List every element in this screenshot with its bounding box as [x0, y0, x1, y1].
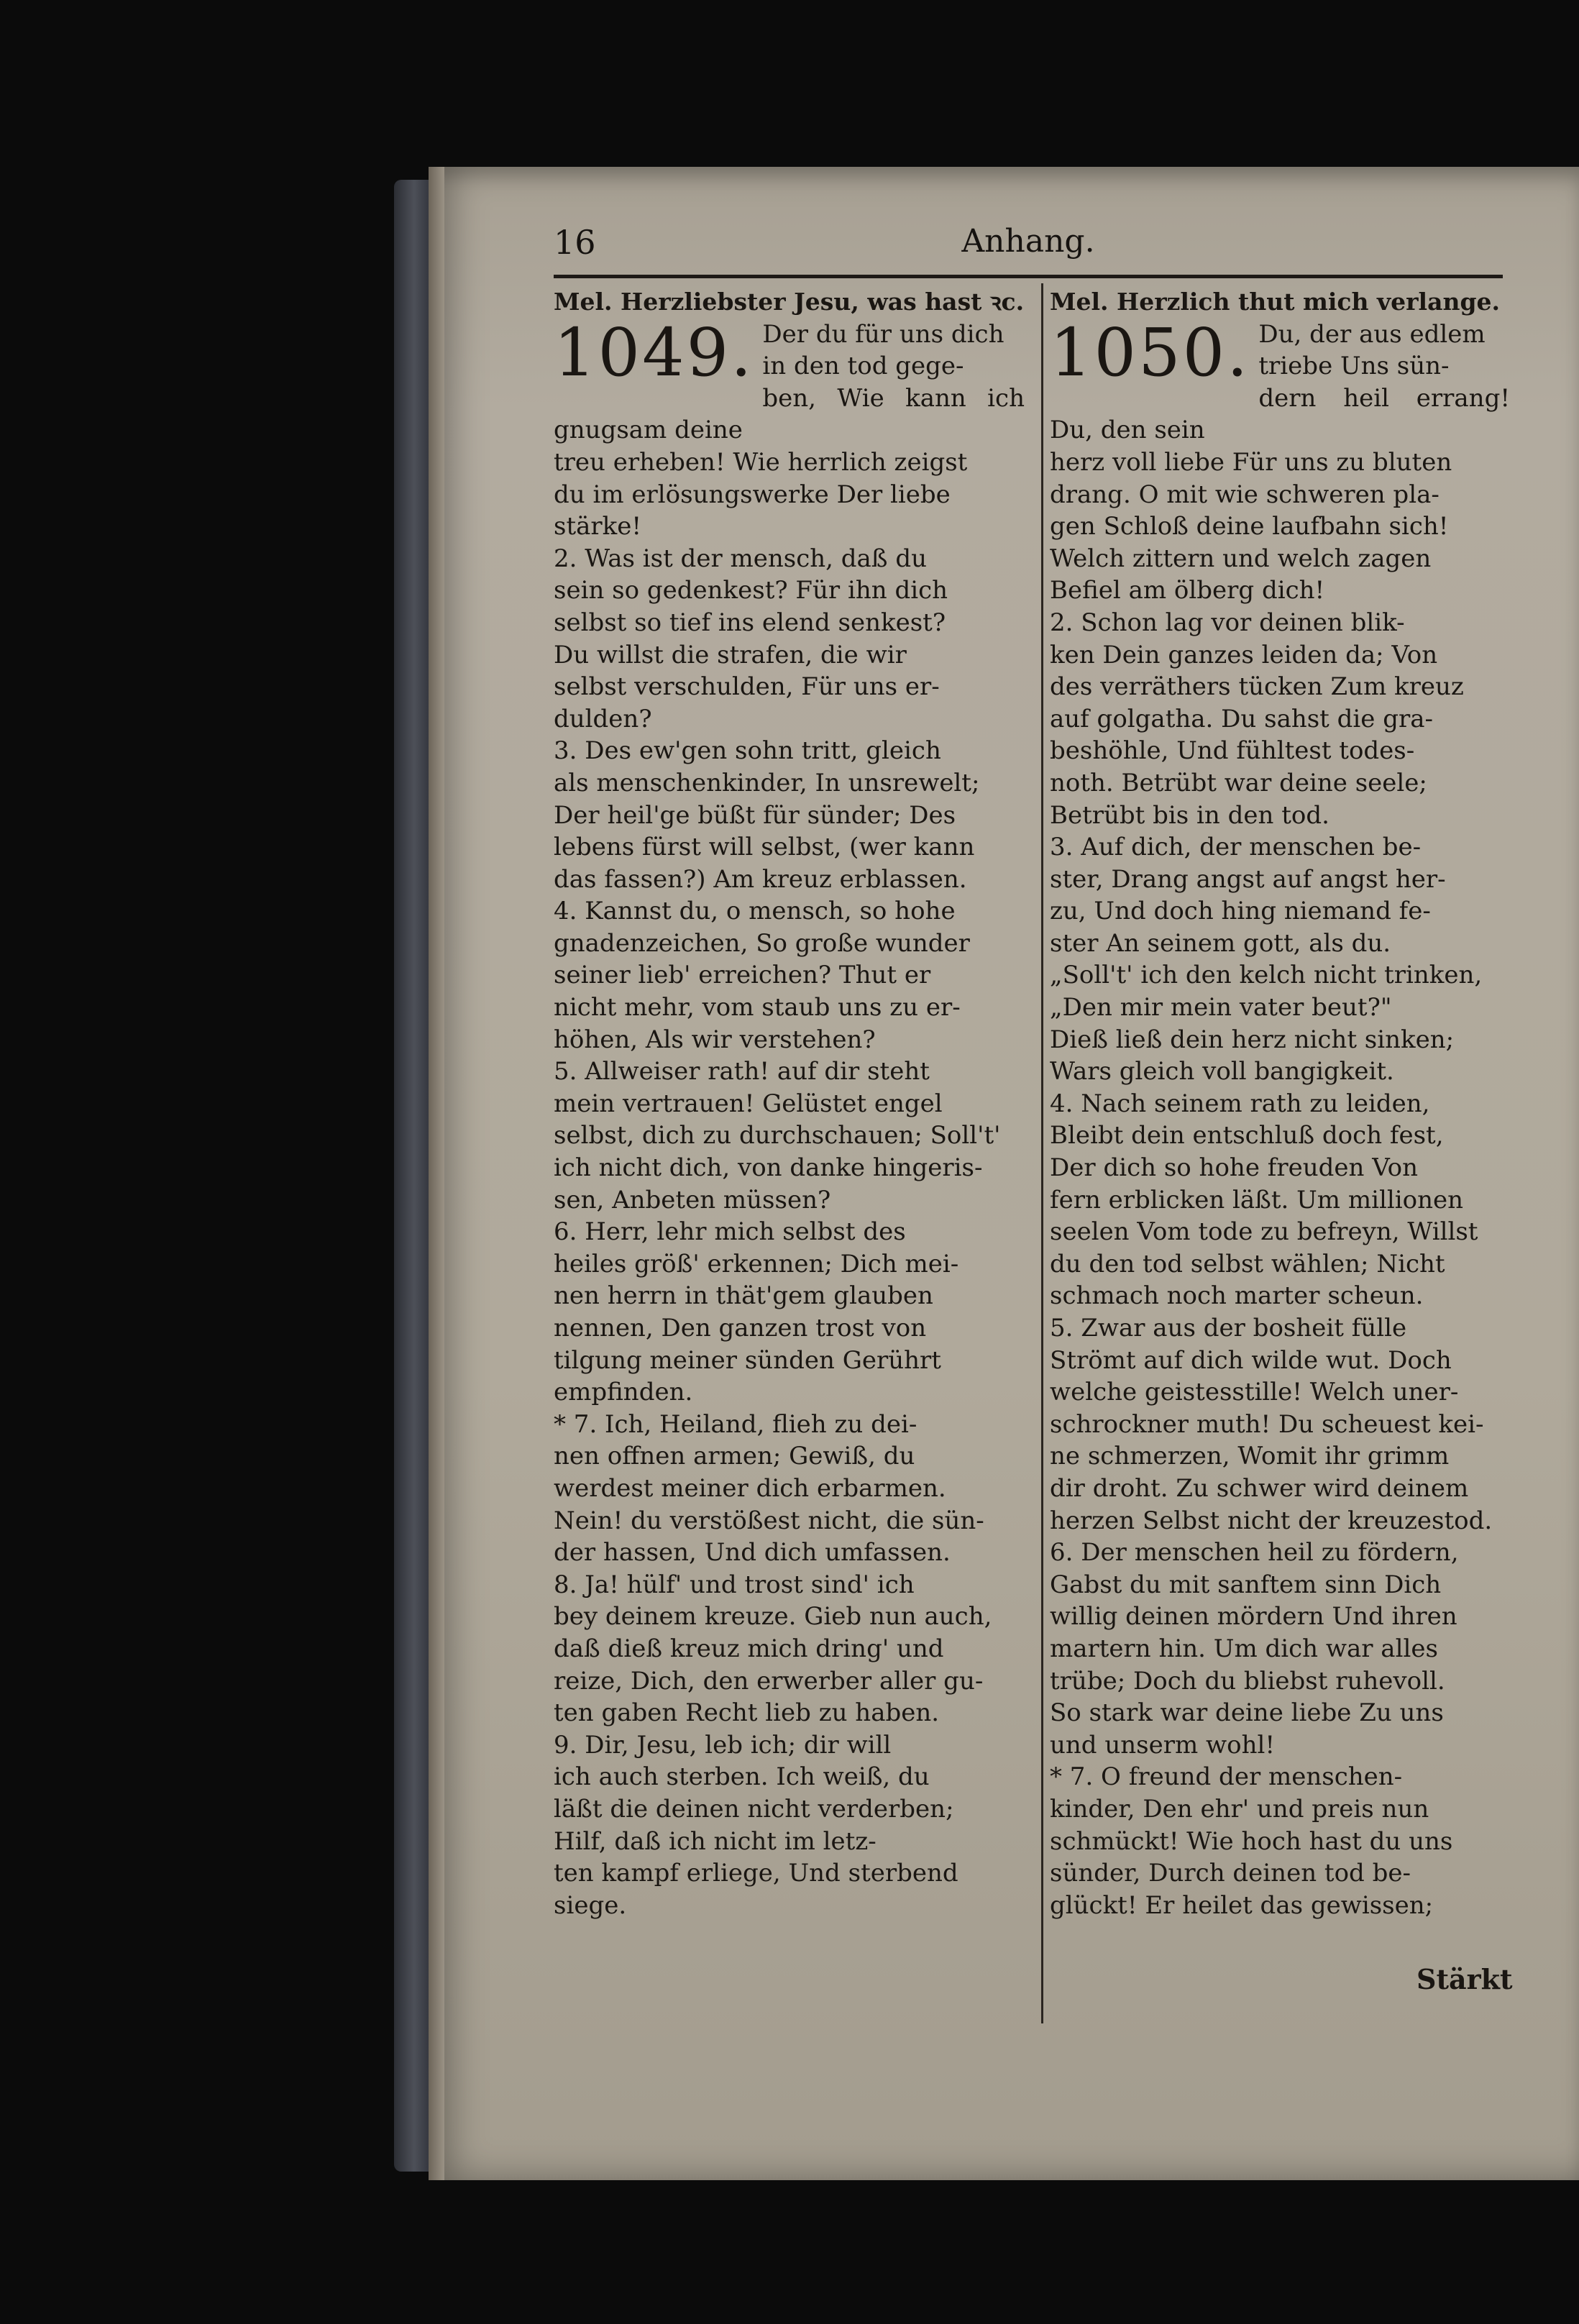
text-line: „Den mir mein vater beut?" — [1050, 993, 1392, 1023]
melody-line: Mel. Herzliebster Jesu, was hast ꝛc. — [554, 288, 1025, 316]
text-line: Befiel am ölberg dich! — [1050, 576, 1325, 605]
text-line: tilgung meiner sünden Gerührt — [554, 1345, 941, 1375]
text-line: Nein! du verstößest nicht, die sün- — [554, 1506, 984, 1535]
text-line: Der du für uns dich — [762, 319, 1004, 349]
text-line: ster, Drang angst auf angst her- — [1050, 864, 1446, 894]
text-line: 4. Kannst du, o mensch, so hohe — [554, 897, 956, 926]
text-line: 5. Allweiser rath! auf dir steht — [554, 1057, 930, 1086]
text-line: daß dieß kreuz mich dring' und — [554, 1634, 944, 1663]
text-line: So stark war deine liebe Zu uns — [1050, 1698, 1444, 1728]
text-line: Hilf, daß ich nicht im letz- — [554, 1826, 877, 1856]
text-line: siege. — [554, 1890, 627, 1920]
page-gutter-shadow — [429, 167, 444, 2180]
text-line: ten kampf erliege, Und sterbend — [554, 1859, 958, 1888]
text-line: reize, Dich, den erwerber aller gu- — [554, 1666, 984, 1696]
text-line: empfinden. — [554, 1378, 693, 1407]
text-line: bey deinem kreuze. Gieb nun auch, — [554, 1602, 992, 1632]
text-line: seiner lieb' erreichen? Thut er — [554, 961, 931, 990]
text-line: das fassen?) Am kreuz erblassen. — [554, 864, 967, 894]
text-line: selbst verschulden, Für uns er- — [554, 672, 940, 702]
text-line: Welch zittern und welch zagen — [1050, 544, 1432, 573]
text-line: in den tod gege- — [762, 352, 964, 381]
text-line: ten gaben Recht lieb zu haben. — [554, 1698, 940, 1728]
text-line: du den tod selbst wählen; Nicht — [1050, 1249, 1445, 1278]
text-line: werdest meiner dich erbarmen. — [554, 1473, 946, 1503]
text-line: nen offnen armen; Gewiß, du — [554, 1442, 915, 1471]
text-line: ne schmerzen, Womit ihr grimm — [1050, 1442, 1450, 1471]
hymn-number: 1050. — [1050, 314, 1250, 391]
text-line: sein so gedenkest? Für ihn dich — [554, 576, 948, 605]
text-line: du im erlösungswerke Der liebe — [554, 480, 951, 509]
melody-line: Mel. Herzlich thut mich verlange. — [1050, 288, 1501, 316]
text-line: * 7. O freund der menschen- — [1050, 1762, 1403, 1792]
column-divider — [1041, 283, 1043, 2023]
text-line: 4. Nach seinem rath zu leiden, — [1050, 1089, 1430, 1118]
text-line: herz voll liebe Für uns zu bluten — [1050, 447, 1452, 477]
text-line: dir droht. Zu schwer wird deinem — [1050, 1473, 1469, 1503]
text-line: Du, der aus edlem — [1258, 319, 1486, 349]
text-line: selbst, dich zu durchschauen; Soll't' — [554, 1121, 1001, 1150]
hymn-number: 1049. — [554, 314, 754, 391]
text-line: seelen Vom tode zu befreyn, Willst — [1050, 1217, 1478, 1247]
text-line: glückt! Er heilet das gewissen; — [1050, 1890, 1434, 1920]
text-line: Du willst die strafen, die wir — [554, 640, 907, 669]
text-line: gnadenzeichen, So große wunder — [554, 928, 970, 958]
text-line: nen herrn in thät'gem glauben — [554, 1281, 933, 1311]
text-line: ich nicht dich, von danke hingeris- — [554, 1153, 983, 1183]
text-line: und unserm wohl! — [1050, 1730, 1276, 1760]
hymn-1050-column — [1050, 286, 1510, 2026]
hymn-text — [554, 314, 1025, 1922]
text-line: * 7. Ich, Heiland, flieh zu dei- — [554, 1409, 917, 1439]
catchword: Stärkt — [1416, 1963, 1513, 1995]
text-line: ich auch sterben. Ich weiß, du — [554, 1762, 930, 1792]
text-line: 3. Auf dich, der menschen be- — [1050, 833, 1422, 862]
text-line: ben, Wie kann ich gnugsam deine — [554, 383, 1025, 445]
text-line: schrockner muth! Du scheuest kei- — [1050, 1409, 1484, 1439]
text-line: willig deinen mördern Und ihren — [1050, 1602, 1457, 1632]
text-line: auf golgatha. Du sahst die gra- — [1050, 704, 1433, 733]
page-header — [554, 223, 1503, 273]
text-line: trübe; Doch du bliebst ruhevoll. — [1050, 1666, 1445, 1696]
text-line: heiles größ' erkennen; Dich mei- — [554, 1249, 959, 1278]
page-number: 16 — [554, 223, 596, 262]
text-line: „Soll't' ich den kelch nicht trinken, — [1050, 961, 1483, 990]
text-line: Betrübt bis in den tod. — [1050, 800, 1329, 830]
text-line: lebens fürst will selbst, (wer kann — [554, 833, 975, 862]
text-line: Gabst du mit sanftem sinn Dich — [1050, 1570, 1442, 1599]
text-line: dern heil errang! Du, den sein — [1050, 383, 1510, 445]
text-line: welche geistesstille! Welch uner- — [1050, 1378, 1459, 1407]
text-line: kinder, Den ehr' und preis nun — [1050, 1794, 1429, 1824]
text-line: selbst so tief ins elend senkest? — [554, 608, 946, 637]
text-line: martern hin. Um dich war alles — [1050, 1634, 1438, 1663]
text-line: schmückt! Wie hoch hast du uns — [1050, 1826, 1453, 1856]
text-line: Strömt auf dich wilde wut. Doch — [1050, 1345, 1452, 1375]
text-line: der hassen, Und dich umfassen. — [554, 1538, 951, 1568]
text-line: 9. Dir, Jesu, leb ich; dir will — [554, 1730, 892, 1760]
text-line: zu, Und doch hing niemand fe- — [1050, 897, 1431, 926]
text-line: 8. Ja! hülf' und trost sind' ich — [554, 1570, 915, 1599]
text-line: sen, Anbeten müssen? — [554, 1185, 831, 1214]
text-line: ken Dein ganzes leiden da; Von — [1050, 640, 1438, 669]
hymn-1049-column — [554, 286, 1025, 2026]
text-line: dulden? — [554, 704, 652, 733]
text-line: 5. Zwar aus der bosheit fülle — [1050, 1314, 1407, 1342]
text-line: beshöhle, Und fühltest todes- — [1050, 736, 1415, 766]
text-line: ster An seinem gott, als du. — [1050, 928, 1391, 958]
text-line: sünder, Durch deinen tod be- — [1050, 1859, 1411, 1888]
text-line: 2. Was ist der mensch, daß du — [554, 544, 927, 573]
text-line: treu erheben! Wie herrlich zeigst — [554, 447, 968, 477]
text-line: stärke! — [554, 512, 642, 541]
text-line: höhen, Als wir verstehen? — [554, 1025, 876, 1054]
text-line: schmach noch marter scheun. — [1050, 1281, 1424, 1311]
text-line: drang. O mit wie schweren pla- — [1050, 480, 1440, 509]
text-line: nennen, Den ganzen trost von — [554, 1314, 927, 1342]
text-line: 6. Herr, lehr mich selbst des — [554, 1217, 906, 1247]
text-line: 2. Schon lag vor deinen blik- — [1050, 608, 1405, 637]
text-line: gen Schloß deine laufbahn sich! — [1050, 512, 1449, 541]
text-line: fern erblicken läßt. Um millionen — [1050, 1185, 1463, 1214]
text-line: Dieß ließ dein herz nicht sinken; — [1050, 1025, 1455, 1054]
text-line: Der heil'ge büßt für sünder; Des — [554, 800, 956, 830]
header-rule — [554, 275, 1503, 278]
running-head: Anhang. — [961, 223, 1095, 260]
text-line: Wars gleich voll bangigkeit. — [1050, 1057, 1394, 1086]
text-line: mein vertrauen! Gelüstet engel — [554, 1089, 943, 1118]
text-line: triebe Uns sün- — [1258, 352, 1450, 381]
text-line: als menschenkinder, In unsrewelt; — [554, 768, 980, 797]
hymn-text — [1050, 314, 1510, 1922]
text-line: herzen Selbst nicht der kreuzestod. — [1050, 1506, 1493, 1535]
text-line: 3. Des ew'gen sohn tritt, gleich — [554, 736, 941, 766]
text-line: läßt die deinen nicht verderben; — [554, 1794, 954, 1824]
text-line: Bleibt dein entschluß doch fest, — [1050, 1121, 1444, 1150]
text-line: 6. Der menschen heil zu fördern, — [1050, 1538, 1459, 1568]
text-line: Der dich so hohe freuden Von — [1050, 1153, 1418, 1183]
text-line: noth. Betrübt war deine seele; — [1050, 768, 1427, 797]
text-line: des verräthers tücken Zum kreuz — [1050, 672, 1464, 702]
text-line: nicht mehr, vom staub uns zu er- — [554, 993, 961, 1023]
